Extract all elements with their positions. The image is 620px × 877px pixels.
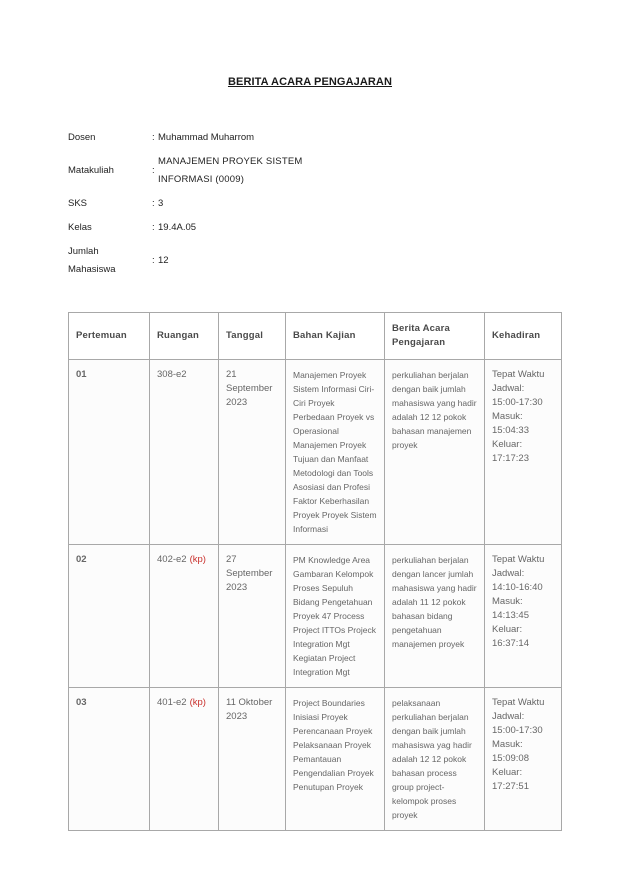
colon: : <box>152 165 155 176</box>
kehadiran-jadwal: 15:00-17:30 <box>492 397 543 408</box>
ruangan-tag: (kp) <box>189 554 206 565</box>
ruangan-tag: (kp) <box>189 697 206 708</box>
cell-berita-acara: perkuliahan berjalan dengan baik jumlah mahasiswa yang hadir adalah 12 12 pokok bahasan manajemen proyek <box>385 360 485 545</box>
cell-kehadiran <box>485 545 562 688</box>
kehadiran-status: Tepat Waktu <box>492 697 545 708</box>
kehadiran-masuk: 14:13:45 <box>492 610 529 621</box>
jumlah-mahasiswa-value: 12 <box>158 255 169 266</box>
table-header-row <box>69 313 562 360</box>
kehadiran-jadwal-label: Jadwal: <box>492 568 525 579</box>
kehadiran-masuk-label: Masuk: <box>492 411 523 422</box>
colon: : <box>152 222 155 233</box>
cell-pertemuan: 02 <box>69 545 150 688</box>
dosen-value: Muhammad Muharrom <box>158 132 255 143</box>
header-kehadiran: Kehadiran <box>485 313 562 360</box>
table-row <box>69 688 562 831</box>
cell-bahan-kajian: PM Knowledge Area Gambaran Kelompok Proses Sepuluh Bidang Pengetahuan Proyek 47 Process Project ITTOs Projeck Integration Mgt Kegiatan Project Integration Mgt <box>286 545 385 688</box>
cell-kehadiran <box>485 360 562 545</box>
kehadiran-status: Tepat Waktu <box>492 369 545 380</box>
cell-berita-acara: pelaksanaan perkuliahan berjalan dengan baik jumlah mahasiswa yag hadir adalah 12 12 pokok bahasan process group project-kelompok proses proyek <box>385 688 485 831</box>
header-bahan-kajian: Bahan Kajian <box>286 313 385 360</box>
kehadiran-keluar-label: Keluar: <box>492 439 523 450</box>
cell-ruangan <box>150 545 219 688</box>
sks-value: 3 <box>158 198 164 209</box>
colon: : <box>152 255 155 266</box>
dosen-label: Dosen <box>68 132 96 143</box>
kehadiran-jadwal-label: Jadwal: <box>492 711 525 722</box>
kehadiran-keluar: 17:27:51 <box>492 781 529 792</box>
cell-tanggal: 11 Oktober 2023 <box>219 688 286 831</box>
jumlah-mahasiswa-label: Jumlah Mahasiswa <box>68 246 116 275</box>
kehadiran-jadwal: 14:10-16:40 <box>492 582 543 593</box>
kehadiran-status: Tepat Waktu <box>492 554 545 565</box>
kehadiran-masuk: 15:09:08 <box>492 753 529 764</box>
cell-tanggal: 27 September 2023 <box>219 545 286 688</box>
kehadiran-jadwal-label: Jadwal: <box>492 383 525 394</box>
table-row <box>69 360 562 545</box>
matakuliah-label: Matakuliah <box>68 165 114 176</box>
kehadiran-keluar-label: Keluar: <box>492 624 523 635</box>
colon: : <box>152 132 155 143</box>
kehadiran-keluar: 16:37:14 <box>492 638 529 649</box>
cell-ruangan <box>150 360 219 545</box>
cell-bahan-kajian: Project Boundaries Inisiasi Proyek Perencanaan Proyek Pelaksanaan Proyek Pemantauan Pengendalian Proyek Penutupan Proyek <box>286 688 385 831</box>
cell-kehadiran <box>485 688 562 831</box>
header-ruangan: Ruangan <box>150 313 219 360</box>
cell-pertemuan: 01 <box>69 360 150 545</box>
table-row <box>69 545 562 688</box>
kehadiran-keluar-label: Keluar: <box>492 767 523 778</box>
kelas-value: 19.4A.05 <box>158 222 197 233</box>
ruangan-value: 402-e2 <box>157 554 187 565</box>
header-tanggal: Tanggal <box>219 313 286 360</box>
kelas-label: Kelas <box>68 222 92 233</box>
sks-label: SKS <box>68 198 88 209</box>
cell-pertemuan: 03 <box>69 688 150 831</box>
colon: : <box>152 198 155 209</box>
kehadiran-masuk-label: Masuk: <box>492 596 523 607</box>
cell-bahan-kajian: Manajemen Proyek Sistem Informasi Ciri-Ciri Proyek Perbedaan Proyek vs Operasional Manajemen Proyek Tujuan dan Manfaat Metodologi dan Tools Asosiasi dan Profesi Faktor Keberhasilan Proyek Proyek Sistem Informasi <box>286 360 385 545</box>
document-title: BERITA ACARA PENGAJARAN <box>227 76 393 88</box>
cell-ruangan <box>150 688 219 831</box>
kehadiran-masuk: 15:04:33 <box>492 425 529 436</box>
attendance-table <box>68 312 562 831</box>
kehadiran-masuk-label: Masuk: <box>492 739 523 750</box>
cell-tanggal: 21 September 2023 <box>219 360 286 545</box>
header-berita-acara: Berita Acara Pengajaran <box>385 313 485 360</box>
ruangan-value: 308-e2 <box>157 369 187 380</box>
matakuliah-value: MANAJEMEN PROYEK SISTEM INFORMASI (0009) <box>158 156 303 185</box>
header-pertemuan: Pertemuan <box>69 313 150 360</box>
info-section <box>68 129 318 279</box>
cell-berita-acara: perkuliahan berjalan dengan lancer jumlah mahasiswa yang hadir adalah 11 12 pokok bahasan bidang pengetahuan manajemen proyek <box>385 545 485 688</box>
kehadiran-keluar: 17:17:23 <box>492 453 529 464</box>
kehadiran-jadwal: 15:00-17:30 <box>492 725 543 736</box>
ruangan-value: 401-e2 <box>157 697 187 708</box>
